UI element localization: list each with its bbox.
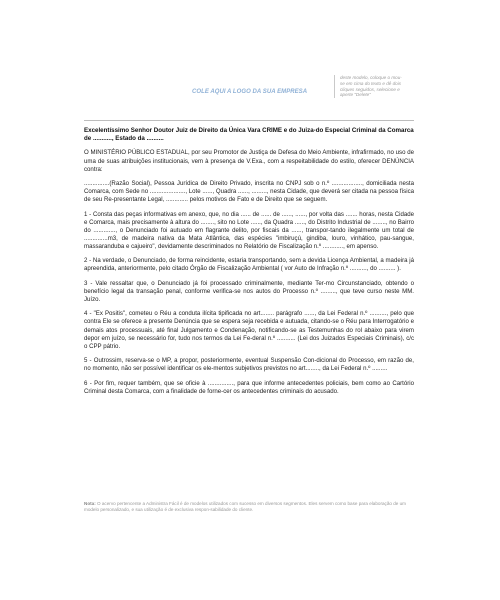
note-label: Nota: [84, 501, 96, 506]
body-paragraph: 6 - Por fim, requer também, que se oficie à ..............., para que informe antecedentes policiais, bem como ao Cartório Criminal desta Comarca, com a finalidade de forne-cer os antecedentes criminais do acusado. [84, 379, 414, 395]
header-divider [84, 120, 414, 121]
body-paragraph: 4 - "Ex Positis", cometeu o Réu a conduta ilícita tipificada no art........ parágrafo ......, da Lei Federal n.º .........., pelo que contra Ele se oferece a presente Denúncia que se espera seja recebida e autuada, citando-se o Réu para Interrogatório e demais atos processuais, até final Julgamento e Condenação, notificando-se as Testemunhas do rol abaixo para virem depor em juízo, se necessário for, tudo nos termos da Lei Fe-deral n.º ........... (Lei dos Juizados Especiais Criminais), c/c o CPP pátrio. [84, 310, 414, 350]
body-paragraph: O MINISTÉRIO PÚBLICO ESTADUAL, por seu Promotor de Justiça de Defesa do Meio Ambiente, infrafirmado, no uso de uma de suas atribuições institucionais, vem à presença de V.Exa., com a respeitabilidade do estilo, oferecer DENÚNCIA contra: [84, 149, 414, 173]
hint-line: deste modelo, coloque o mou- [340, 75, 402, 80]
document-title: Excelentíssimo Senhor Doutor Juiz de Direito da Única Vara CRIME e do Juiza-do Especial Criminal da Comarca de ..........., Estado da .......... [84, 127, 414, 143]
hint-line: cliques seguidos, selecione e [340, 86, 400, 92]
body-paragraph: 3 - Vale ressaltar que, o Denunciado já foi processado criminalmente, mediante Ter-mo Circunstanciado, obtendo o benefício legal da transação penal, conforme verifica-se nos autos do Processo n.º ........., que teve curso neste MM. Juízo. [84, 279, 414, 303]
body-paragraph: ...............(Razão Social), Pessoa Jurídica de Direito Privado, inscrita no CNPJ sob o n.º .................., domiciliada nesta Comarca, com Sede no ....................., Lote ......, Quadra ......, ........., nesta Cidade, que deverá ser citada na pessoa física de seu Re-presentante Legal, ............. pelos motivos de Fato e de Direito que se seguem. [84, 179, 414, 204]
body-paragraph: 1 - Consta das peças informativas em anexo, que, no dia ...... de ...... de ......, ......, por volta das ....... horas, nesta Cidade e Comarca, mais precisamente à altura do ........, sito no Lote ......, da Quadra ......, do Distrito Industrial de ........, no Bairro do ............., o Denunciado foi autuado em flagrante delito, por fiscais da ......, transpor-tando ilegalmente um total de ..............m3, de madeira nativa da Mata Atlântica, das espécies "imbiruçú, gindiba, louro, vinhático, pau-sangue, massaranduba e cajueiro", devidamente descriminados no Relatório de Fiscalização n.º ............, em apenso. [84, 210, 414, 250]
note-text: O acervo pertencente a Administra Fácil é de modelos utilizados com sucesso em diversos segmentos. Eles servem como base para elaboração de um modelo personalizado, e sua utilização é de exclusiva respon-sabilidade do cliente. [84, 501, 406, 512]
document-header [84, 74, 414, 118]
body-paragraph: 5 - Outrossim, reserva-se o MP, a propor, posteriormente, eventual Suspensão Con-dicional do Processo, em razão de, no momento, não ser possível identificar os ele-mentos subjetivos previstos no art........, da Lei Federal n.º ......... [84, 357, 414, 373]
instruction-hint [334, 75, 420, 98]
document-body [84, 149, 414, 395]
hint-line: se em cima do texto e dê dois [340, 80, 402, 86]
body-paragraph: 2 - Na verdade, o Denunciado, de forma reincidente, estaria transportando, sem a devida Licença Ambiental, a madeira já apreendida, anteriormente, pelo citado Órgão de Fiscalização Ambiental ( vor Auto de Infração n.º .........., do .......... ). [84, 257, 414, 273]
logo-placeholder[interactable]: COLE AQUI A LOGO DA SUA EMPRESA [192, 89, 308, 95]
hint-line: aperte "Delete" [340, 92, 371, 98]
document-page [84, 74, 414, 526]
footer-note [84, 501, 414, 513]
